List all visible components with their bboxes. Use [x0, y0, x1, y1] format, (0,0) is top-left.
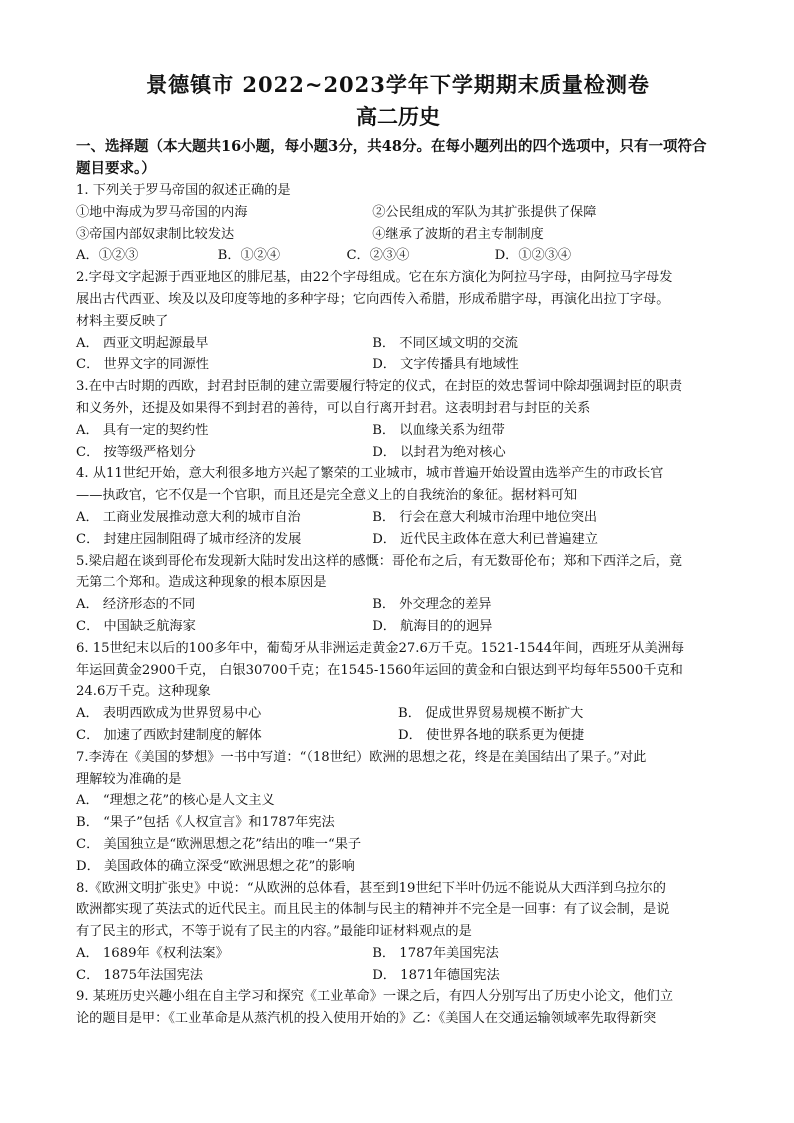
option-row — [76, 529, 720, 551]
question-stem: 6. 15世纪末以后的100多年中，葡萄牙从非洲运走黄金27.6万千克。1521-1544年间，西班牙从美洲每 — [76, 640, 685, 656]
question-4 — [76, 463, 720, 550]
question-stem: 论的题目是甲：《工业革命是从蒸汽机的投入使用开始的》乙：《美国人在交通运输领域率先取得新突 — [76, 1011, 657, 1027]
option-row — [76, 594, 720, 616]
question-stem: 4. 从11世纪开始，意大利很多地方兴起了繁荣的工业城市，城市普遍开始设置由选举产生的市政长官 — [76, 466, 664, 482]
option-c: C．②③④ — [346, 248, 410, 264]
question-stem: 5.梁启超在谈到哥伦布发现新大陆时发出这样的感慨：哥伦布之后，有无数哥伦布；郑和下西洋之后，竟 — [76, 553, 683, 569]
question-stem: 展出古代西亚、埃及以及印度等地的多种字母；它向西传入希腊，形成希腊字母，再演化出拉丁字母。 — [76, 291, 670, 307]
option-d: D． 1871年德国宪法 — [372, 967, 500, 983]
option-a: A． 1689年《权利法案》 — [76, 945, 229, 961]
exam-title: 景德镇市 2022~2023学年下学期期末质量检测卷 — [146, 72, 650, 97]
question-stem: 7.李涛在《美国的梦想》一书中写道：“（18世纪）欧洲的思想之花，终是在美国结出了果子。”对此 — [76, 749, 647, 765]
question-stem: 理解较为准确的是 — [76, 771, 182, 787]
question-9 — [76, 986, 720, 1030]
question-stem: ——执政官，它不仅是一个官职，而且还是完全意义上的自我统治的象征。据材料可知 — [76, 488, 578, 504]
option-row — [76, 420, 720, 442]
question-stem: 和义务外，还提及如果得不到封君的善待，可以自行离开封君。这表明封君与封臣的关系 — [76, 400, 591, 416]
question-2 — [76, 267, 720, 376]
option-c: C． 封建庄园制阻碍了城市经济的发展 — [76, 531, 302, 547]
option-c: C． 中国缺乏航海家 — [76, 618, 196, 634]
option-b: B． 行会在意大利城市治理中地位突出 — [372, 509, 598, 525]
option-c: C． 世界文字的同源性 — [76, 357, 209, 373]
statement-item: ①地中海成为罗马帝国的内海 — [76, 204, 248, 220]
statement-row — [76, 202, 720, 224]
question-stem: 年运回黄金2900千克， 白银30700千克；在1545-1560年运回的黄金和白银达到平均每年5500千克和 — [76, 662, 683, 678]
question-stem: 8.《欧洲文明扩张史》中说：“从欧洲的总体看，甚至到19世纪下半叶仍远不能说从大西洋到乌拉尔的 — [76, 880, 666, 896]
option-d: D． 近代民主政体在意大利已普遍建立 — [372, 531, 598, 547]
statement-item: ②公民组成的军队为其扩张提供了保障 — [372, 204, 597, 220]
option-d: D．①②③④ — [494, 248, 572, 264]
option-row — [76, 245, 720, 267]
option-row — [76, 616, 720, 638]
question-stem: 2.字母文字起源于西亚地区的腓尼基，由22个字母组成。它在东方演化为阿拉马字母，由阿拉马字母发 — [76, 270, 673, 286]
statement-row — [76, 224, 720, 246]
question-stem: 欧洲都实现了英法式的近代民主。而且民主的体制与民主的精神并不完全是一回事：有了议会制，是说 — [76, 902, 670, 918]
question-3 — [76, 376, 720, 463]
option-row — [76, 333, 720, 355]
exam-page — [76, 70, 720, 1030]
question-stem: 无第二个郑和。造成这种现象的根本原因是 — [76, 575, 327, 591]
option-d: D． 以封君为绝对核心 — [372, 444, 506, 460]
question-stem: 1. 下列关于罗马帝国的叙述正确的是 — [76, 183, 291, 198]
option-a: A．①②③ — [76, 248, 139, 264]
option-row — [76, 725, 720, 747]
option-row — [76, 943, 720, 965]
option-a: A． “理想之花”的核心是人文主义 — [76, 793, 275, 809]
option-row — [76, 354, 720, 376]
question-stem: 24.6万千克。这种现象 — [76, 684, 211, 700]
option-b: B． “果子”包括《人权宣言》和1787年宪法 — [76, 815, 335, 831]
statement-item: ③帝国内部奴隶制比较发达 — [76, 226, 235, 242]
question-1 — [76, 180, 720, 267]
option-row — [76, 703, 720, 725]
question-stem: 9. 某班历史兴趣小组在自主学习和探究《工业革命》一课之后，有四人分别写出了历史小论文，他们立 — [76, 989, 674, 1005]
option-b: B．①②④ — [217, 248, 281, 264]
option-a: A． 经济形态的不同 — [76, 597, 196, 613]
statement-item: ④继承了波斯的君主专制制度 — [372, 226, 544, 242]
question-7 — [76, 747, 720, 878]
question-6 — [76, 638, 720, 747]
option-b: B． 促成世界贸易规模不断扩大 — [398, 706, 584, 722]
option-a: A． 表明西欧成为世界贸易中心 — [76, 706, 262, 722]
option-d: D． 文字传播具有地域性 — [372, 357, 519, 373]
option-b: B． 1787年美国宪法 — [372, 945, 499, 961]
section-heading: 一、选择题（本大题共16小题，每小题3分，共48分。在每小题列出的四个选项中，只有一项符合题目要求。） — [76, 138, 707, 177]
option-b: B． 以血缘关系为纽带 — [372, 422, 505, 438]
option-a: A． 工商业发展推动意大利的城市自治 — [76, 509, 301, 525]
option-c: C． 按等级严格划分 — [76, 444, 196, 460]
option-a: A． 西亚文明起源最早 — [76, 335, 209, 351]
question-stem: 3.在中古时期的西欧，封君封臣制的建立需要履行特定的仪式，在封臣的效忠誓词中除却强调封臣的职责 — [76, 379, 683, 395]
question-stem: 材料主要反映了 — [76, 313, 169, 329]
option-a: A． 具有一定的契约性 — [76, 422, 209, 438]
option-c: C． 1875年法国宪法 — [76, 967, 203, 983]
option-b: B． 不同区域文明的交流 — [372, 335, 518, 351]
exam-subtitle: 高二历史 — [356, 104, 440, 129]
option-d: D． 使世界各地的联系更为便捷 — [398, 727, 585, 743]
question-stem: 有了民主的形式，不等于说有了民主的内容。”最能印证材料观点的是 — [76, 924, 472, 940]
option-row — [76, 965, 720, 987]
option-d: D． 航海目的的迥异 — [372, 618, 493, 634]
option-c: C． 美国独立是“欧洲思想之花”结出的唯一“果子 — [76, 836, 362, 852]
option-row — [76, 507, 720, 529]
question-8 — [76, 878, 720, 987]
question-5 — [76, 551, 720, 638]
option-d: D． 美国政体的确立深受“欧洲思想之花”的影响 — [76, 858, 355, 874]
option-c: C． 加速了西欧封建制度的解体 — [76, 727, 262, 743]
option-row — [76, 442, 720, 464]
option-b: B． 外交理念的差异 — [372, 597, 492, 613]
